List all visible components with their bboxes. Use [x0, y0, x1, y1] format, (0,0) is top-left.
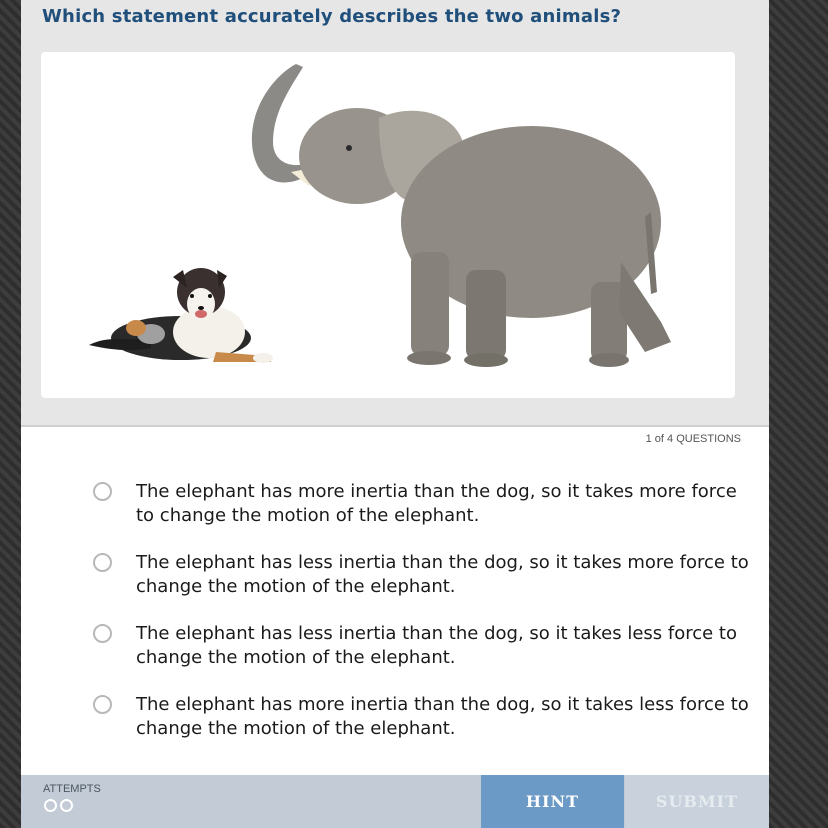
quiz-panel — [21, 0, 769, 828]
attempt-indicator-1 — [44, 799, 57, 812]
answer-options — [91, 480, 751, 764]
animals-illustration — [41, 52, 735, 398]
radio-button[interactable] — [93, 482, 112, 501]
answer-option-2[interactable] — [91, 551, 751, 622]
answer-option-label: The elephant has more inertia than the dog, so it takes more force to change the motion of the elephant. — [136, 481, 737, 526]
question-text: Which statement accurately describes the two animals? — [42, 6, 622, 27]
background-right — [769, 0, 828, 828]
answer-option-1[interactable] — [91, 480, 751, 551]
radio-button[interactable] — [93, 624, 112, 643]
quiz-footer — [21, 775, 769, 828]
dog-image — [89, 268, 273, 363]
question-counter: 1 of 4 QUESTIONS — [645, 433, 741, 445]
question-image — [41, 52, 735, 398]
radio-button[interactable] — [93, 553, 112, 572]
elephant-image — [252, 64, 671, 367]
answer-option-4[interactable] — [91, 693, 751, 764]
submit-button[interactable]: SUBMIT — [625, 775, 769, 828]
answer-option-3[interactable] — [91, 622, 751, 693]
answer-option-label: The elephant has more inertia than the dog, so it takes less force to change the motion of the elephant. — [136, 694, 749, 739]
attempt-indicator-2 — [60, 799, 73, 812]
background-left — [0, 0, 21, 828]
answer-option-label: The elephant has less inertia than the dog, so it takes more force to change the motion of the elephant. — [136, 552, 749, 597]
attempts-label: ATTEMPTS — [43, 783, 101, 795]
answer-option-label: The elephant has less inertia than the dog, so it takes less force to change the motion of the elephant. — [136, 623, 737, 668]
radio-button[interactable] — [93, 695, 112, 714]
question-area — [21, 0, 769, 427]
hint-button[interactable]: HINT — [481, 775, 624, 828]
